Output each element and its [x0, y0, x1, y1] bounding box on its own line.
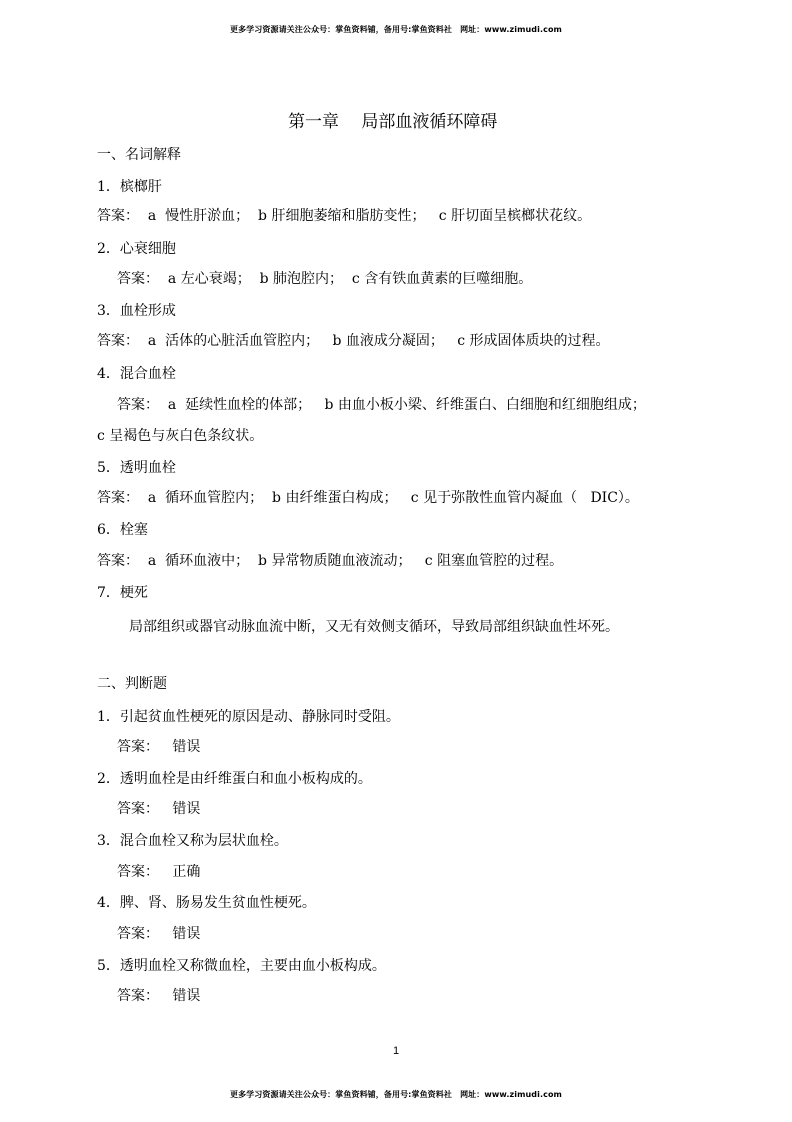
header-banner: 更多学习资源请关注公众号：掌鱼资料铺，备用号:掌鱼资料社 网址：www.zimudi.com: [229, 25, 562, 34]
question-answer: 答案： 正确: [117, 864, 201, 880]
question-item: 5．透明血栓又称微血栓，主要由血小板构成。: [97, 958, 386, 974]
term-item: 3．血栓形成: [97, 303, 176, 319]
question-item: 1．引起贫血性梗死的原因是动、静脉同时受阻。: [97, 709, 400, 725]
footer-banner: 更多学习资源请关注公众号：掌鱼资料铺，备用号:掌鱼资料社 网址：www.zimudi.com: [229, 1090, 562, 1099]
term-item: 5．透明血栓: [97, 460, 176, 476]
term-answer: 答案： a 循环血管腔内； b 由纤维蛋白构成； c 见于弥散性血管内凝血（ DIC）。: [97, 490, 639, 506]
question-item: 3．混合血栓又称为层状血栓。: [97, 833, 288, 849]
term-item: 6．栓塞: [97, 522, 148, 538]
term-answer: 答案： a 左心衰竭； b 肺泡腔内； c 含有铁血黄素的巨噬细胞。: [117, 271, 533, 287]
term-item: 4．混合血栓: [97, 366, 176, 382]
term-answer: 答案： a 延续性血栓的体部； b 由血小板小梁、纤维蛋白、白细胞和红细胞组成；: [117, 397, 646, 413]
question-item: 2．透明血栓是由纤维蛋白和血小板构成的。: [97, 771, 372, 787]
term-answer: 局部组织或器官动脉血流中断，又无有效侧支循环，导致局部组织缺血性坏死。: [129, 619, 619, 635]
page-number: 1: [392, 1045, 400, 1057]
question-answer: 答案： 错误: [117, 801, 201, 817]
term-item: 2．心衰细胞: [97, 241, 176, 257]
term-answer: 答案： a 循环血液中； b 异常物质随血液流动； c 阻塞血管腔的过程。: [97, 553, 564, 569]
question-answer: 答案： 错误: [117, 739, 201, 755]
chapter-title: 第一章 局部血液循环障碍: [288, 112, 498, 132]
question-item: 4．脾、肾、肠易发生贫血性梗死。: [97, 895, 316, 911]
term-answer-continuation: c 呈褐色与灰白色条纹状。: [97, 428, 264, 444]
question-answer: 答案： 错误: [117, 988, 201, 1004]
section-heading-true-false: 二、判断题: [97, 676, 167, 692]
term-answer: 答案： a 活体的心脏活血管腔内； b 血液成分凝固； c 形成固体质块的过程。: [97, 333, 610, 349]
section-heading-definitions: 一、名词解释: [97, 147, 181, 163]
term-item: 7．梗死: [97, 585, 148, 601]
question-answer: 答案： 错误: [117, 926, 201, 942]
term-answer: 答案： a 慢性肝淤血； b 肝细胞萎缩和脂肪变性； c 肝切面呈槟榔状花纹。: [97, 208, 592, 224]
term-item: 1．槟榔肝: [97, 179, 162, 195]
